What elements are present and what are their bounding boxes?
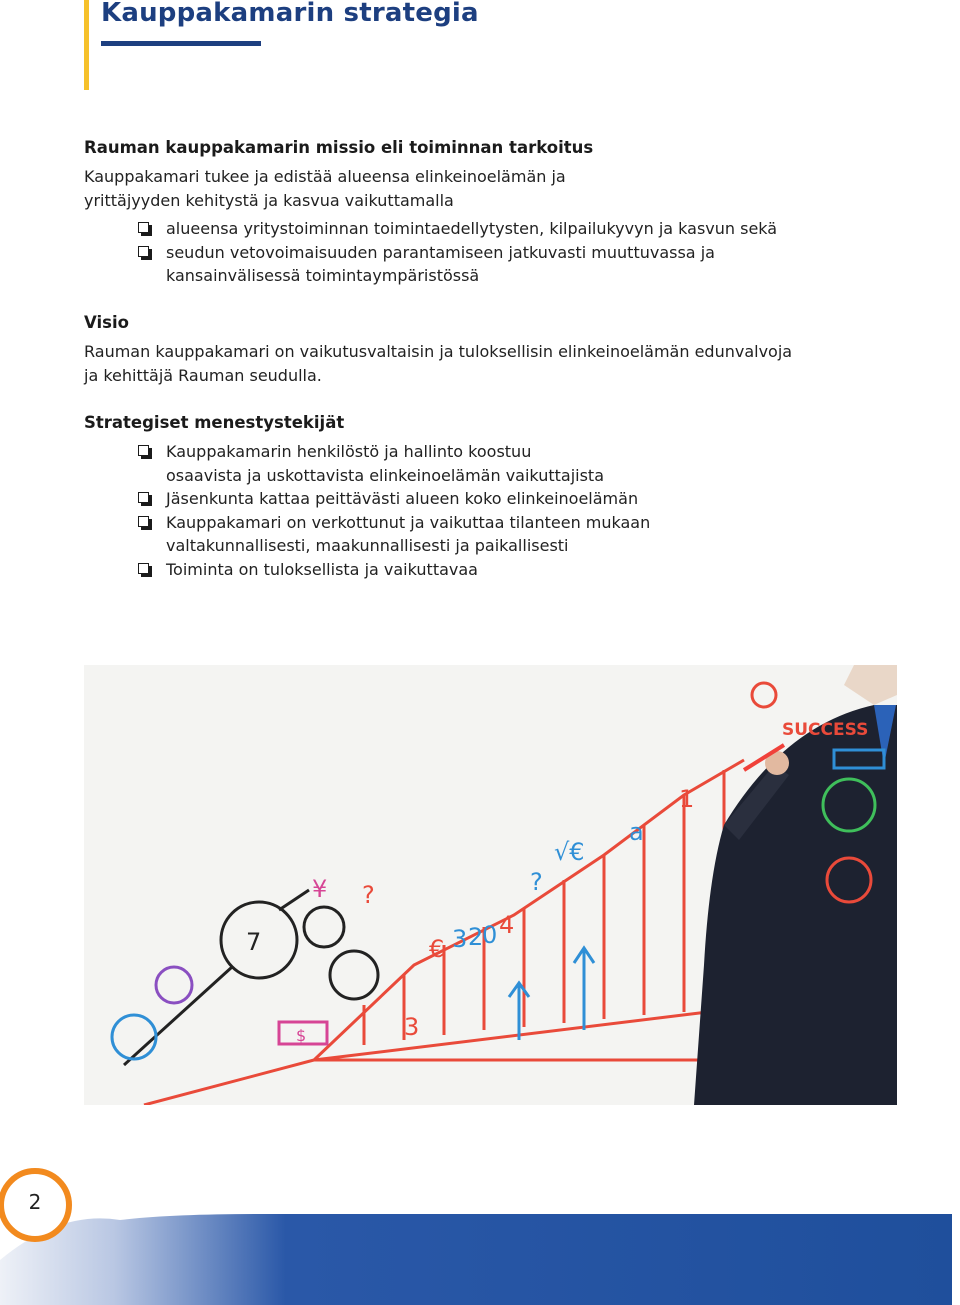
vision-heading: Visio: [84, 313, 129, 332]
bullet-text: seudun vetovoimaisuuden parantamiseen jatkuvasti muuttuvassa ja: [166, 242, 715, 262]
bullet-text: Kauppakamari on verkottunut ja vaikuttaa tilanteen mukaan: [166, 512, 651, 532]
list-item: [138, 241, 777, 288]
sketch-label: ¥: [312, 875, 328, 903]
list-item: [138, 558, 650, 582]
factors-bullet-list: [138, 440, 650, 581]
checkbox-bullet-icon: [138, 516, 149, 527]
list-item: [138, 217, 777, 241]
factors-heading: Strategiset menestystekijät: [84, 413, 345, 432]
vision-line-2: ja kehittäjä Rauman seudulla.: [84, 366, 322, 385]
mission-intro-line-1: Kauppakamari tukee ja edistää alueensa elinkeinoelämän ja: [84, 167, 566, 186]
page-number: 2: [28, 1190, 42, 1214]
sketch-label: €: [429, 935, 445, 963]
checkbox-bullet-icon: [138, 222, 149, 233]
checkbox-bullet-icon: [138, 445, 149, 456]
success-label: SUCCESS: [782, 720, 869, 740]
mission-intro-line-2: yrittäjyyden kehitystä ja kasvua vaikuttamalla: [84, 191, 454, 210]
bullet-text: valtakunnallisesti, maakunnallisesti ja paikallisesti: [166, 536, 569, 555]
sketch-label: ?: [530, 868, 543, 896]
sketch-label: 1: [679, 785, 695, 813]
bullet-text: Kauppakamarin henkilöstö ja hallinto koostuu: [166, 442, 532, 461]
sketch-label: ?: [362, 881, 375, 909]
sketch-label: 4: [499, 911, 515, 939]
growth-sketch-illustration: [84, 665, 897, 1105]
bullet-text: osaavista ja uskottavista elinkeinoelämän vaikuttajista: [166, 465, 604, 485]
sketch-label: 0: [482, 921, 498, 949]
bullet-text: alueensa yritystoiminnan toimintaedellytysten, kilpailukyvyn ja kasvun sekä: [166, 219, 778, 238]
title-underline: [101, 41, 261, 46]
checkbox-bullet-icon: [138, 492, 149, 503]
sketch-label: √€: [554, 838, 585, 866]
list-item: [138, 511, 650, 558]
mission-heading: Rauman kauppakamarin missio eli toiminnan tarkoitus: [84, 138, 594, 157]
page-title: Kauppakamarin strategia: [101, 0, 479, 28]
checkbox-bullet-icon: [138, 563, 149, 574]
title-accent-bar: [84, 0, 89, 90]
sketch-label: 2: [468, 923, 484, 951]
sketch-label: 3: [404, 1013, 420, 1041]
list-item: [138, 440, 650, 487]
footer-wave-band: [0, 1150, 960, 1305]
vision-line-1: Rauman kauppakamari on vaikutusvaltaisin ja tuloksellisin elinkeinoelämän edunvalvoja: [84, 342, 793, 361]
sketch-label: a: [629, 818, 644, 846]
checkbox-bullet-icon: [138, 246, 149, 257]
bullet-text: kansainvälisessä toimintaympäristössä: [166, 266, 480, 285]
sketch-label: 7: [246, 928, 262, 956]
bullet-text: Toiminta on tuloksellista ja vaikuttavaa: [166, 559, 478, 579]
business-growth-photo: [84, 665, 897, 1105]
sketch-label: 3: [452, 925, 468, 953]
mission-bullet-list: [138, 217, 777, 288]
list-item: [138, 487, 650, 511]
sketch-label: $: [296, 1026, 307, 1045]
bullet-text: Jäsenkunta kattaa peittävästi alueen koko elinkeinoelämän: [166, 489, 639, 508]
